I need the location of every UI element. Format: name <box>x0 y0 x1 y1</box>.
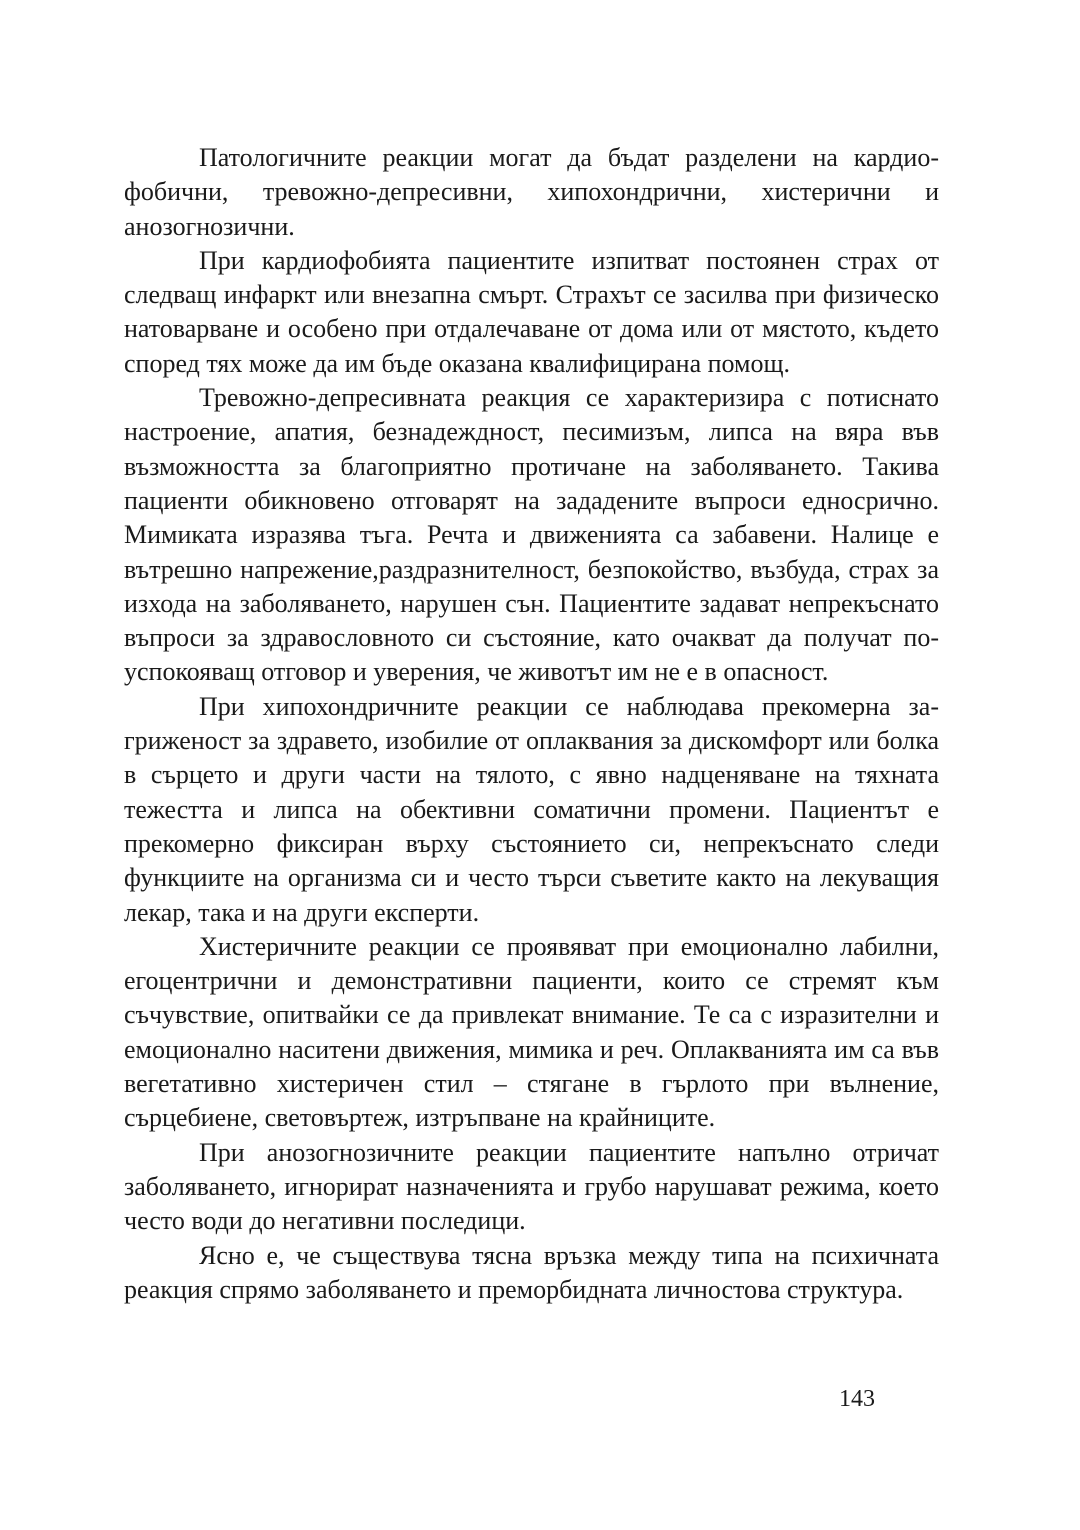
paragraph-cardiophobia: При кардиофобията пациентите изпитват постоянен страх от следващ инфаркт или внезапна смърт. Страхът се засилва при физическо натоварване и особено при отдалечаване от дома или от мястото, където според тях може да им бъде оказана квалифицирана помощ. <box>124 245 939 378</box>
paragraph-hysterical: Хистеричните реакции се проявяват при емоционално лабилни, егоцентрични и демонстративни пациенти, които се стремят към съчувствие, опитвайки се да привлекат внимание. Те са с изразителни и емоционално наситени движения, мимика и реч. Оплакванията им са във вегетативно хистеричен стил – стягане в гърлото при вълнение, сърцебиене, световъртеж, изтръпване на крайниците. <box>124 931 939 1133</box>
paragraph-anosognosic: При анозогнозичните реакции пациентите напълно отричат заболяването, игнорират назначенията и грубо нарушават режима, което често води до негативни последици. <box>124 1137 939 1236</box>
paragraph-conclusion: Ясно е, че съществува тясна връзка между типа на психичната реакция спрямо заболяването и преморбидната личностова структура. <box>124 1240 939 1304</box>
paragraph-hypochondriac: При хипохондричните реакции се наблюдава прекомерна загриженост за здравето, изобилие от оплаквания за дискомфорт или болка в сърцето и други части на тялото, с явно надценяване на тяхната тежестта и липса на обективни соматични промени. Пациентът е прекомерно фиксиран върху състоянието си, непрекъснато следи функциите на организма си и често търси съветите както на лекуващия лекар, така и на други експерти. <box>124 691 939 927</box>
body-text <box>124 141 939 1307</box>
page-number: 143 <box>839 1386 875 1412</box>
paragraph-pathological-reactions: Патологичните реакции могат да бъдат разделени на кардиофобични, тревожно-депресивни, хипохондрични, хистерични и анозогнозични. <box>124 143 939 241</box>
paragraph-anxious-depressive: Тревожно-депресивната реакция се характеризира с потиснато настроение, апатия, безнадеждност, песимизъм, липса на вяра във възможността за благоприятно протичане на заболяването. Такива пациенти обикновено отговарят на зададените въпроси едносрично. Мимиката изразява тъга. Речта и движенията са забавени. Налице е вътрешно напрежение,раздразнителност, безпокойство, възбуда, страх за изхода на заболяването, нарушен сън. Пациентите задават непрекъснато въпроси за здравословното си състояние, като очакват да получат по-успокояващ отговор и уверения, че животът им не е в опасност. <box>124 383 939 687</box>
